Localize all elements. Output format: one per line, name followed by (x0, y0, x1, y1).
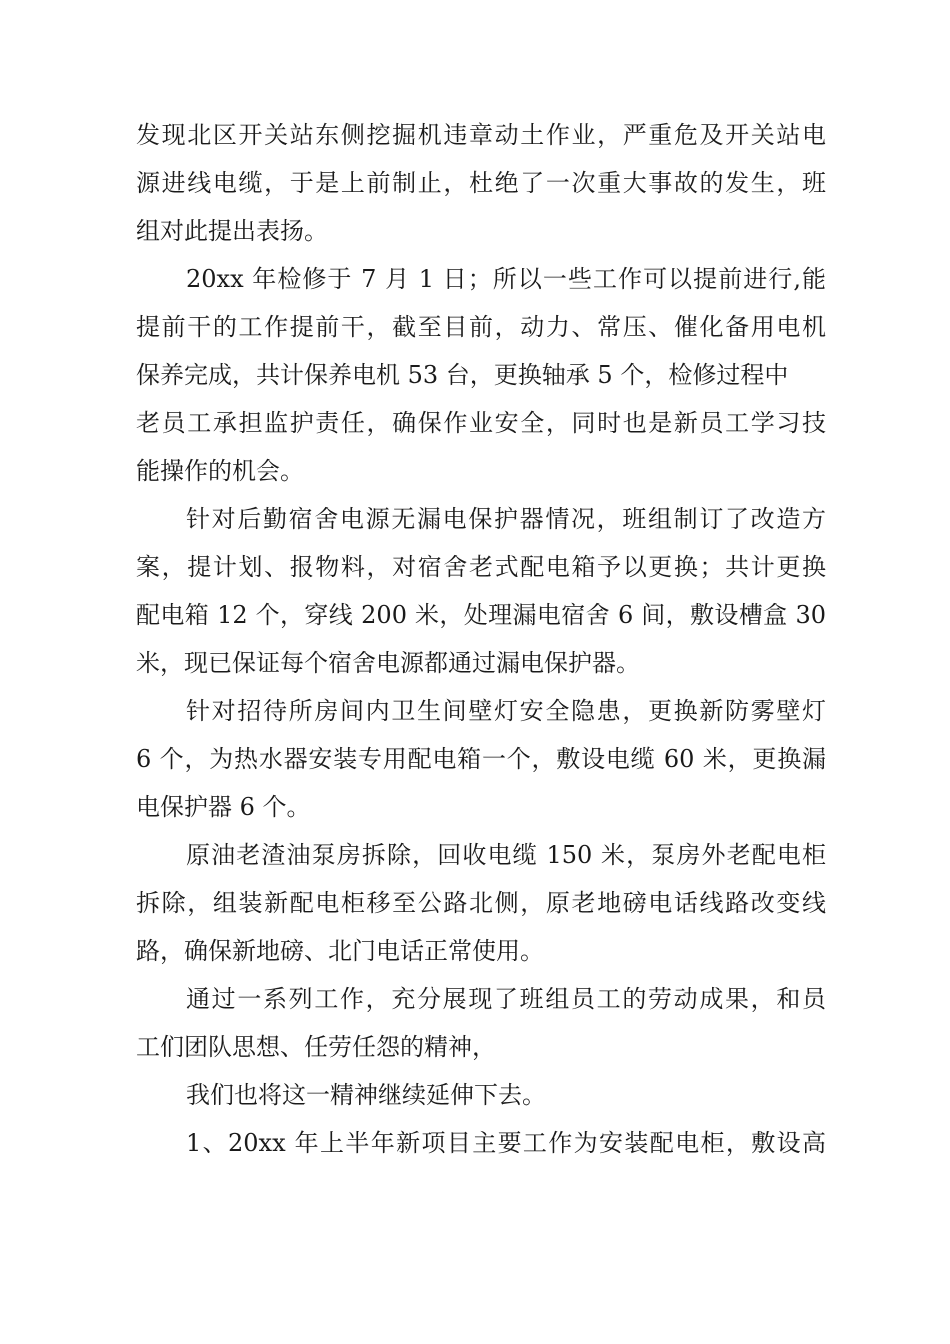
text-line: 案，提计划、报物料，对宿舍老式配电箱予以更换；共计更换 (136, 553, 826, 581)
text-line: 提前干的工作提前干，截至目前，动力、常压、催化备用电机 (136, 313, 826, 341)
text-line: 针对后勤宿舍电源无漏电保护器情况，班组制订了改造方 (186, 505, 826, 533)
document-body (136, 111, 826, 1167)
text-line: 源进线电缆，于是上前制止，杜绝了一次重大事故的发生，班 (136, 169, 826, 197)
text-line: 米，现已保证每个宿舍电源都通过漏电保护器。 (136, 649, 640, 677)
text-line: 1、20xx 年上半年新项目主要工作为安装配电柜，敷设高 (186, 1129, 826, 1157)
text-line: 电保护器 6 个。 (136, 793, 311, 821)
text-line: 配电箱 12 个，穿线 200 米，处理漏电宿舍 6 间，敷设槽盒 30 (136, 601, 826, 629)
text-line: 发现北区开关站东侧挖掘机违章动土作业，严重危及开关站电 (136, 121, 826, 149)
text-line: 我们也将这一精神继续延伸下去。 (186, 1081, 546, 1109)
text-line: 6 个，为热水器安装专用配电箱一个，敷设电缆 60 米，更换漏 (136, 745, 826, 773)
text-line: 路，确保新地磅、北门电话正常使用。 (136, 937, 544, 965)
text-line: 保养完成，共计保养电机 53 台，更换轴承 5 个，检修过程中 (136, 361, 789, 389)
text-line: 能操作的机会。 (136, 457, 304, 485)
text-line: 针对招待所房间内卫生间壁灯安全隐患，更换新防雾壁灯 (186, 697, 826, 725)
text-line: 原油老渣油泵房拆除，回收电缆 150 米，泵房外老配电柜 (186, 841, 826, 869)
text-line: 组对此提出表扬。 (136, 217, 328, 245)
text-line: 20xx 年检修于 7 月 1 日；所以一些工作可以提前进行,能 (186, 265, 826, 293)
text-line: 工们团队思想、任劳任怨的精神， (136, 1033, 496, 1061)
text-line: 老员工承担监护责任，确保作业安全，同时也是新员工学习技 (136, 409, 826, 437)
text-line: 通过一系列工作，充分展现了班组员工的劳动成果，和员 (186, 985, 826, 1013)
text-line: 拆除，组装新配电柜移至公路北侧，原老地磅电话线路改变线 (136, 889, 826, 917)
